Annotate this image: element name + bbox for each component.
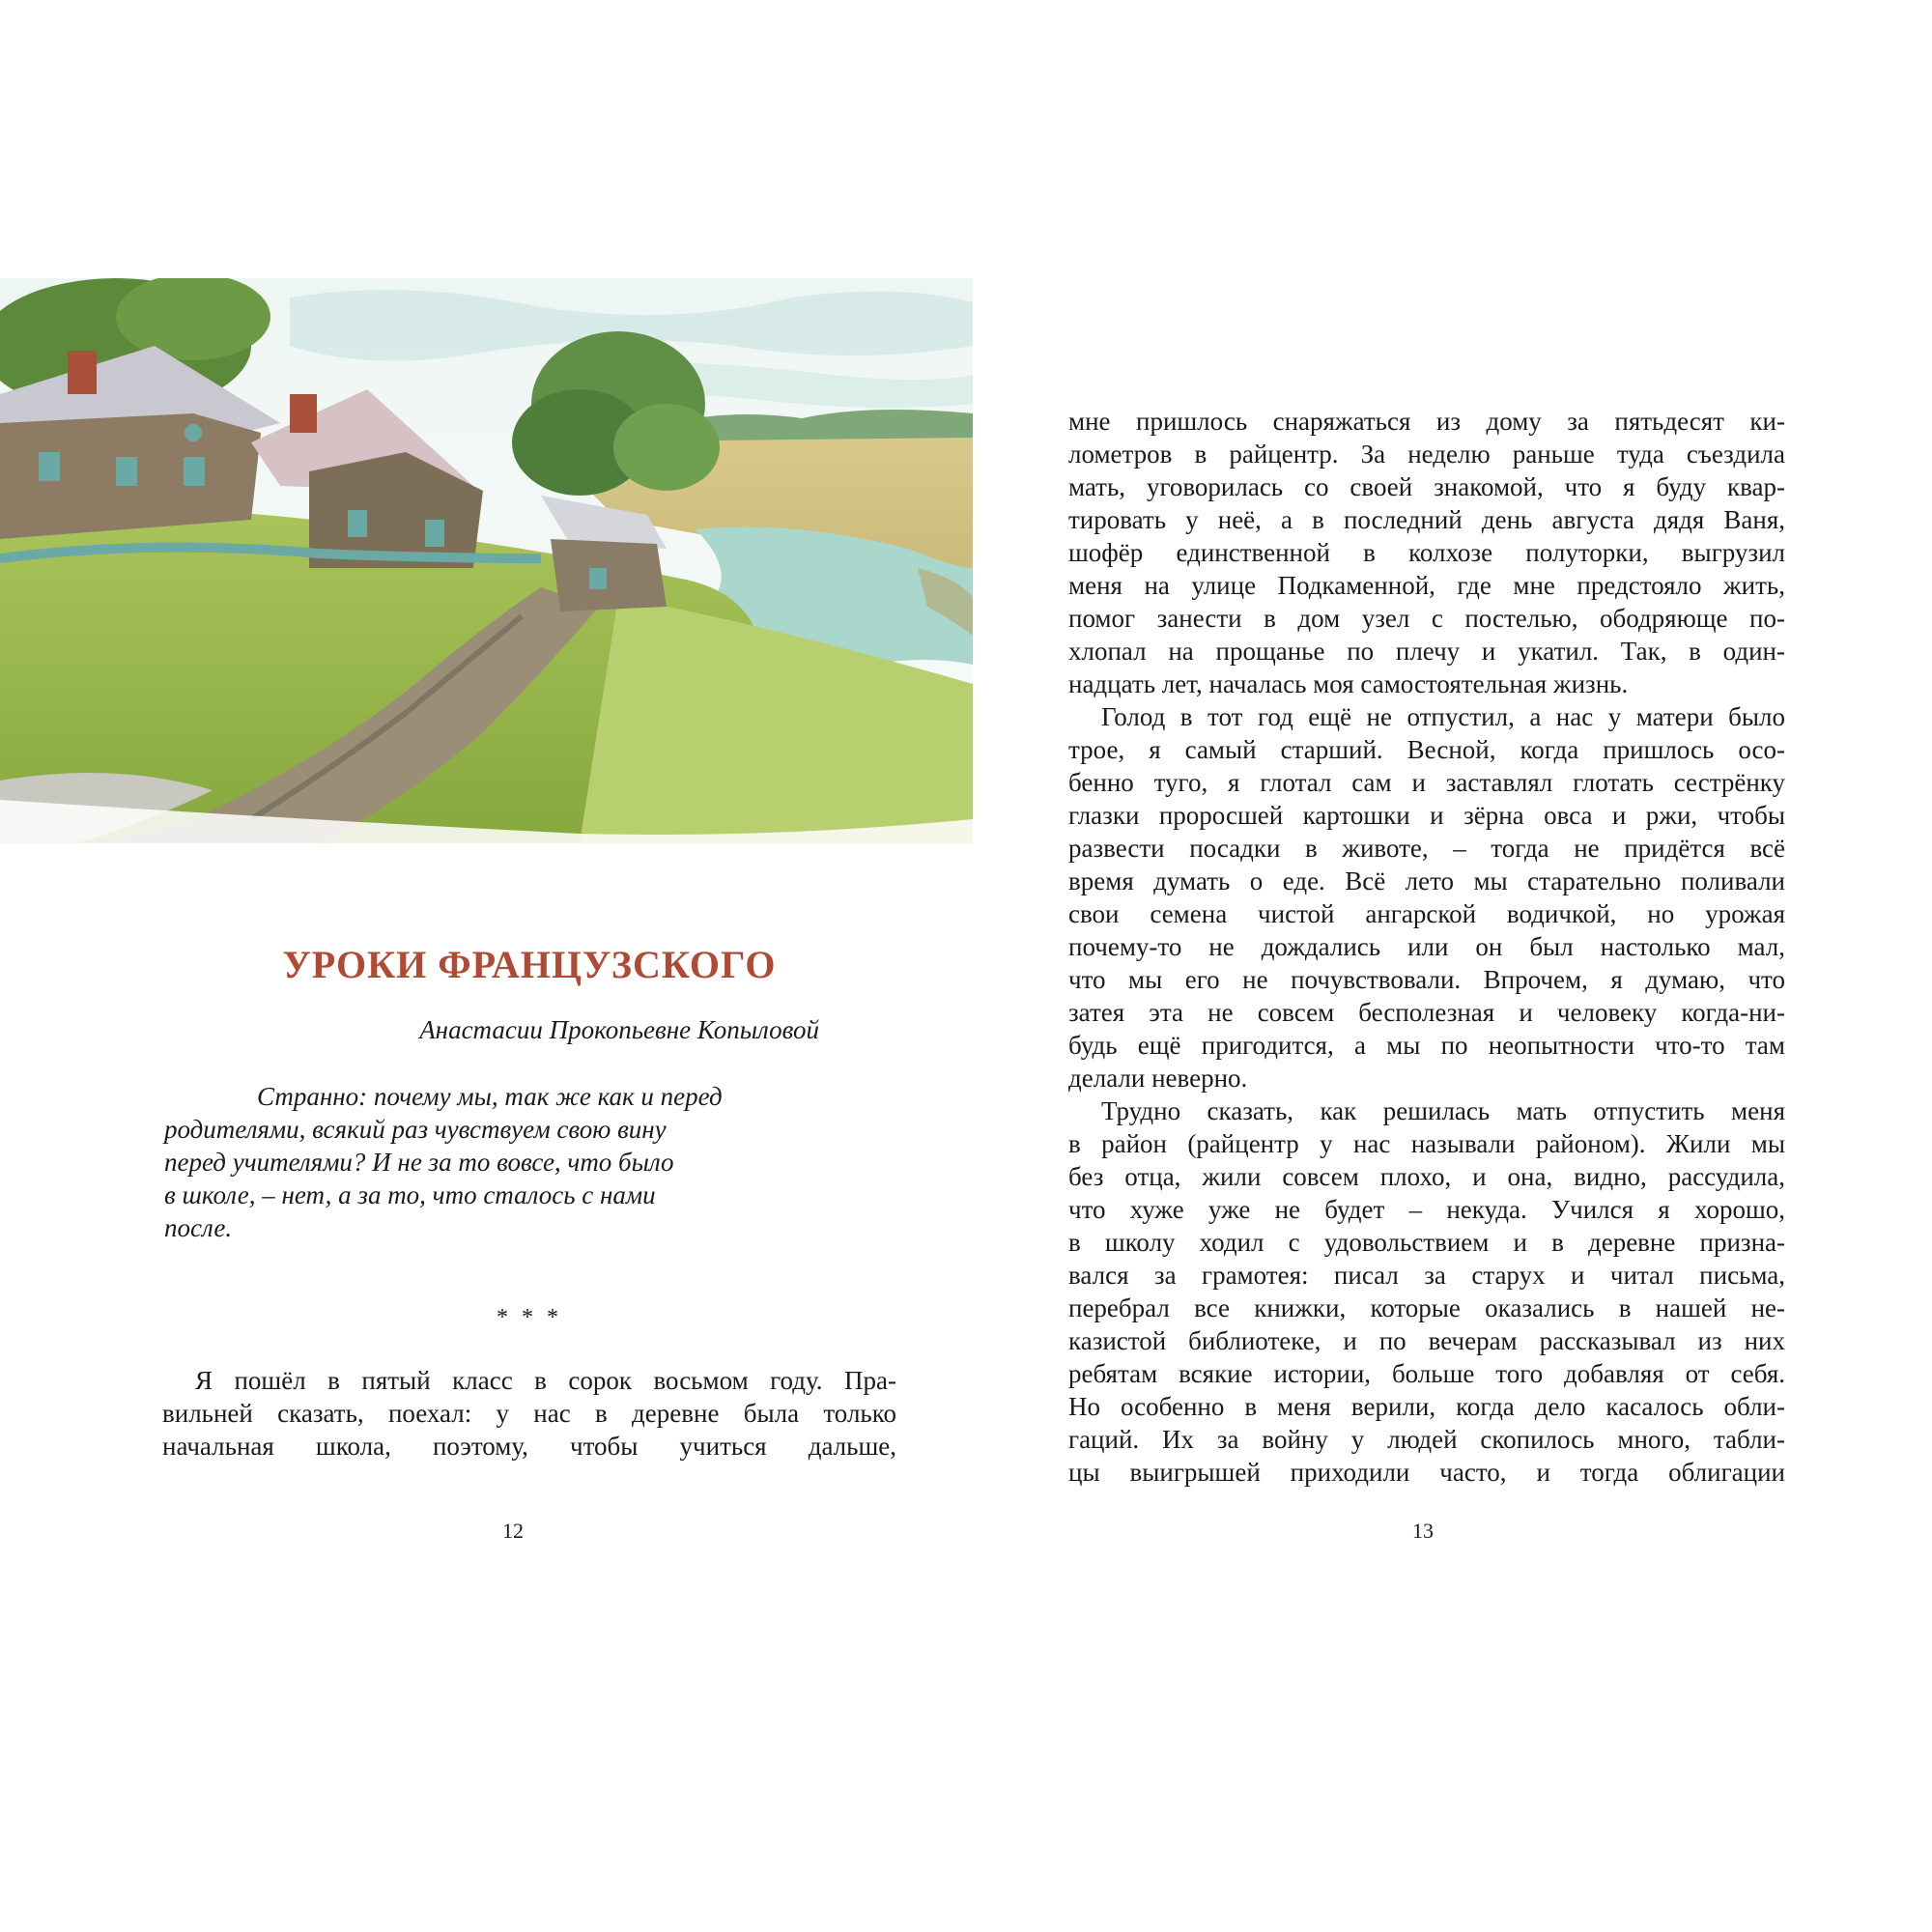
text-line: мать, уговорилась со своей знакомой, что я буду квар- (1068, 472, 1785, 501)
text-line: казистой библиотеке, и по вечерам рассказывал из них (1068, 1326, 1785, 1355)
text-line: трое, я самый старший. Весной, когда пришлось осо- (1068, 735, 1785, 764)
epigraph-line: в школе, – нет, а за то, что сталось с нами (164, 1180, 656, 1209)
left-body-text (162, 1364, 896, 1463)
page-number-right: 13 (1412, 1519, 1434, 1543)
text-line: шофёр единственной в колхозе полуторки, выгрузил (1068, 538, 1785, 567)
text-line: Я пошёл в пятый класс в сорок восьмом году. Пра- (195, 1366, 896, 1395)
village-landscape-illustration (0, 278, 973, 843)
text-line: меня на улице Подкаменной, где мне предстояло жить, (1068, 571, 1785, 600)
epigraph-line: перед учителями? И не за то вовсе, что было (164, 1148, 674, 1177)
text-line: без отца, жили совсем плохо, и она, видно, рассудила, (1068, 1162, 1785, 1191)
text-line: затея эта не совсем бесполезная и человеку когда-ни- (1068, 998, 1785, 1027)
text-line: Но особенно в меня верили, когда дело касалось обли- (1068, 1392, 1785, 1421)
text-line: мне пришлось снаряжаться из дому за пятьдесят ки- (1068, 407, 1785, 436)
epigraph-line: родителями, всякий раз чувствуем свою вину (164, 1115, 667, 1144)
epigraph (164, 1080, 840, 1244)
text-line: в район (райцентр у нас называли районом). Жили мы (1068, 1129, 1785, 1158)
text-line: лометров в райцентр. За неделю раньше туда съездила (1068, 440, 1785, 469)
text-line: развести посадки в животе, – тогда не придётся всё (1068, 834, 1785, 863)
page-number-left: 12 (502, 1519, 524, 1543)
text-line: ребятам всякие истории, больше того добавляя от себя. (1068, 1359, 1785, 1388)
text-line: начальная школа, поэтому, чтобы учиться дальше, (162, 1432, 896, 1461)
section-separator: * * * (497, 1305, 562, 1330)
epigraph-line: Странно: почему мы, так же как и перед (257, 1082, 723, 1111)
text-line: в школу ходил с удовольствием и в деревне призна- (1068, 1228, 1785, 1257)
text-line: почему-то не дождались или он был настолько мал, (1068, 932, 1785, 961)
text-line: гаций. Их за войну у людей скопилось много, табли- (1068, 1425, 1785, 1454)
text-line: Голод в тот год ещё не отпустил, а нас у матери было (1101, 702, 1785, 731)
right-body-text (1068, 405, 1785, 1489)
text-line: вался за грамотея: писал за старух и читал письма, (1068, 1261, 1785, 1290)
text-line: перебрал все книжки, которые оказались в нашей не- (1068, 1293, 1785, 1322)
text-line: свои семена чистой ангарской водичкой, но урожая (1068, 899, 1785, 928)
text-line: что хуже уже не будет – некуда. Учился я хорошо, (1068, 1195, 1785, 1224)
text-line: надцать лет, началась моя самостоятельная жизнь. (1068, 669, 1629, 698)
chapter-title: УРОКИ ФРАНЦУЗСКОГО (282, 943, 777, 986)
dedication: Анастасии Прокопьевне Копыловой (419, 1015, 819, 1044)
text-line: делали неверно. (1068, 1064, 1248, 1093)
text-line: хлопал на прощанье по плечу и укатил. Так, в один- (1068, 637, 1785, 666)
text-line: будь ещё пригодится, а мы по неопытности что-то там (1068, 1031, 1785, 1060)
text-line: тировать у неё, а в последний день августа дядя Ваня, (1068, 505, 1785, 534)
epigraph-line: после. (164, 1213, 233, 1242)
text-line: Трудно сказать, как решилась мать отпустить меня (1101, 1096, 1785, 1125)
text-line: помог занести в дом узел с постелью, ободряюще по- (1068, 604, 1785, 633)
text-line: глазки проросшей картошки и зёрна овса и ржи, чтобы (1068, 801, 1785, 830)
text-line: цы выигрышей приходили часто, и тогда облигации (1068, 1458, 1785, 1487)
text-line: время думать о еде. Всё лето мы старательно поливали (1068, 867, 1785, 895)
text-line: бенно туго, я глотал сам и заставлял глотать сестрёнку (1068, 768, 1785, 797)
text-line: что мы его не почувствовали. Впрочем, я думаю, что (1068, 965, 1785, 994)
illustration-drawing (0, 278, 973, 843)
text-line: вильней сказать, поехал: у нас в деревне была только (162, 1399, 896, 1428)
